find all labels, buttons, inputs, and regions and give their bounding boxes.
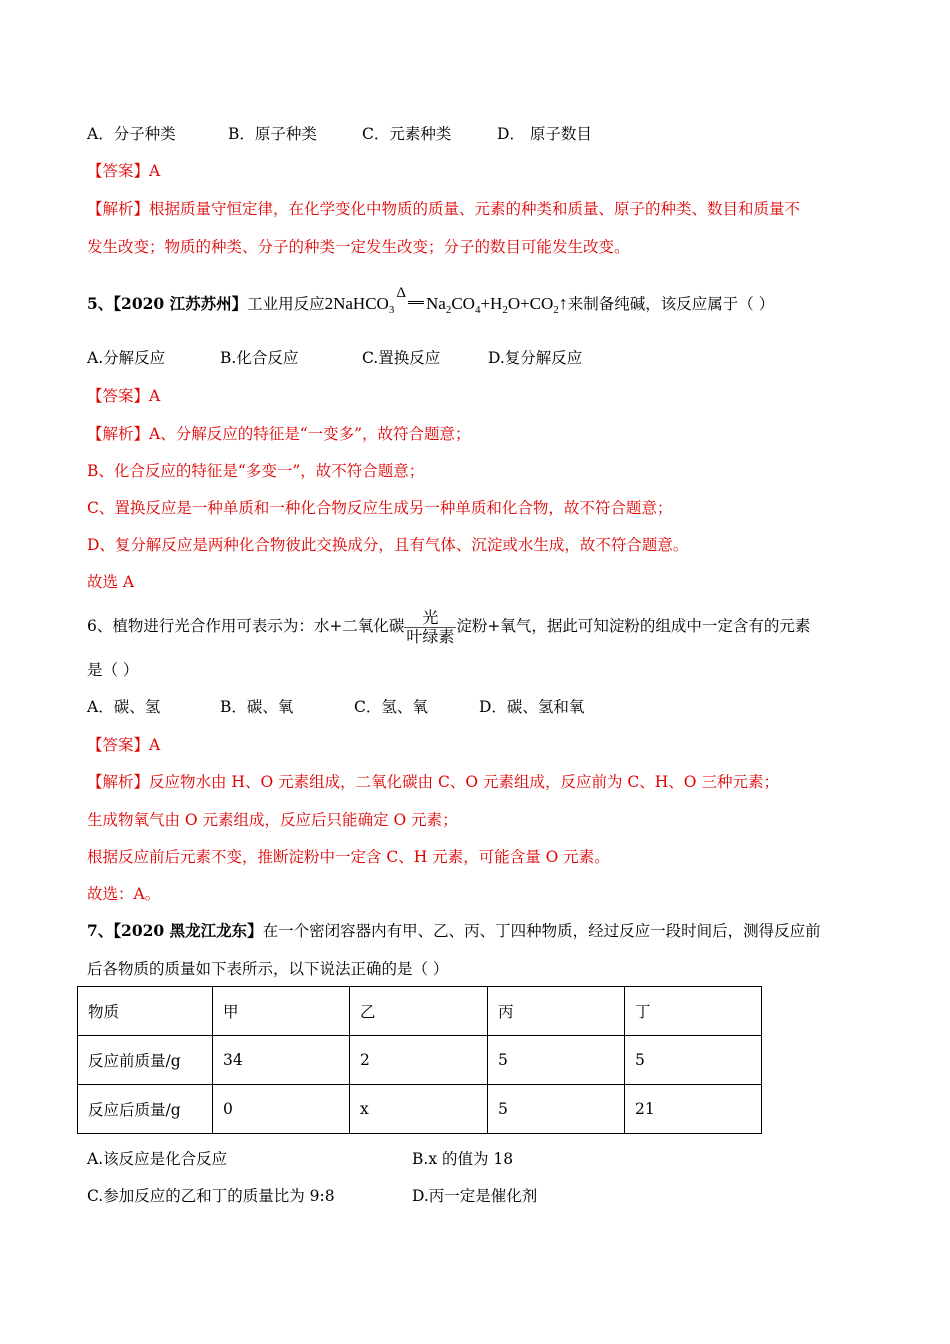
table-cell: 甲	[213, 987, 350, 1036]
q5-option-d: D.复分解反应	[488, 349, 583, 367]
eq-co: CO	[451, 294, 475, 313]
table-cell: 反应前质量/g	[78, 1036, 213, 1085]
eq-na: Na	[425, 294, 446, 313]
q7-stem-line-2: 后各物质的质量如下表所示，以下说法正确的是（ ）	[87, 960, 449, 978]
q7-option-a: A.该反应是化合反应	[87, 1150, 228, 1168]
q6-option-d: D．碳、氢和氧	[479, 698, 585, 716]
q4-options	[87, 124, 592, 144]
table-cell: 5	[625, 1036, 762, 1085]
q5-option-a: A.分解反应	[87, 349, 166, 367]
q6-stem-post: 淀粉+氧气，据此可知淀粉的组成中一定含有的元素	[456, 617, 811, 635]
q5-option-b: B.化合反应	[220, 349, 299, 367]
table-row	[78, 1036, 762, 1085]
table-cell: 乙	[350, 987, 488, 1036]
table-cell: 34	[213, 1036, 350, 1085]
reaction-condition	[404, 609, 456, 646]
table-row	[78, 1085, 762, 1134]
q6-analysis-line-1: 【解析】反应物水由 H、O 元素组成，二氧化碳由 C、O 元素组成，反应前为 C、H、O 三种元素；	[87, 773, 779, 791]
table-row	[78, 987, 762, 1036]
q5-options	[87, 348, 582, 368]
q5-analysis-line-3: C、置换反应是一种单质和一种化合物反应生成另一种单质和化合物，故不符合题意；	[87, 499, 673, 517]
eq-co-sub: 4	[474, 304, 481, 316]
condition-chlorophyll: 叶绿素	[406, 626, 455, 646]
eq-h2o-pre: +H	[480, 294, 503, 313]
up-arrow-icon: ↑	[558, 293, 568, 313]
q6-options	[87, 697, 584, 717]
q5-source: 【2020 江苏苏州】	[113, 294, 248, 313]
q4-answer: 【答案】A	[87, 162, 161, 180]
q7-option-d: D.丙一定是催化剂	[412, 1187, 538, 1205]
q6-analysis-line-2: 生成物氧气由 O 元素组成，反应后只能确定 O 元素；	[87, 811, 458, 829]
q5-stem-pre: 工业用反应	[247, 295, 325, 313]
table-cell: 2	[350, 1036, 488, 1085]
q5-analysis-line-1: 【解析】A、分解反应的特征是“一变多”，故符合题意；	[87, 425, 471, 443]
eq-co2-sub: 2	[553, 304, 559, 316]
table-cell: 5	[488, 1085, 625, 1134]
q7-options-row-2	[87, 1186, 537, 1206]
eq-lhs-sub: 3	[388, 304, 395, 316]
mass-table	[77, 986, 762, 1134]
q5-equation	[324, 285, 568, 316]
q6-analysis-line-3: 根据反应前后元素不变，推断淀粉中一定含 C、H 元素，可能含量 O 元素。	[87, 848, 610, 866]
table-cell: 0	[213, 1085, 350, 1134]
q5-conclusion: 故选 A	[87, 573, 135, 591]
q7-option-c: C.参加反应的乙和丁的质量比为 9:8	[87, 1187, 335, 1205]
q6-stem	[87, 604, 810, 648]
condition-light: 光	[404, 609, 456, 628]
q5-analysis-line-4: D、复分解反应是两种化合物彼此交换成分，且有气体、沉淀或水生成，故不符合题意。	[87, 536, 689, 554]
q5-option-c: C.置换反应	[362, 349, 441, 367]
q4-option-d: D． 原子数目	[497, 125, 592, 143]
q7-stem-line-1	[87, 921, 821, 941]
eq-h2o-post: O+CO	[507, 294, 554, 313]
table-cell: 反应后质量/g	[78, 1085, 213, 1134]
q5-number: 5、	[87, 294, 114, 313]
heat-delta-icon: Δ	[396, 285, 406, 301]
table-cell: 5	[488, 1036, 625, 1085]
table-cell: 丁	[625, 987, 762, 1036]
q6-stem-pre: 6、植物进行光合作用可表示为：水+二氧化碳	[87, 617, 405, 635]
q5-stem-post: 来制备纯碱，该反应属于（ ）	[567, 295, 775, 313]
q7-stem-text: 在一个密闭容器内有甲、乙、丙、丁四种物质，经过反应一段时间后，测得反应前	[262, 922, 821, 940]
q5-stem	[87, 285, 775, 318]
eq-na-sub: 2	[445, 304, 452, 316]
q7-number: 7、	[87, 921, 114, 940]
q4-analysis-line-1: 【解析】根据质量守恒定律，在化学变化中物质的质量、元素的种类和质量、原子的种类、数目和质量不	[87, 200, 801, 218]
q5-answer: 【答案】A	[87, 387, 161, 405]
q4-analysis-line-2: 发生改变；物质的种类、分子的种类一定发生改变；分子的数目可能发生改变。	[87, 238, 630, 256]
q6-stem-line-2: 是（ ）	[87, 661, 139, 679]
table-cell: 21	[625, 1085, 762, 1134]
q6-option-a: A．碳、氢	[87, 698, 161, 716]
table-cell: 丙	[488, 987, 625, 1036]
q6-option-b: B．碳、氧	[220, 698, 294, 716]
equals-sign-icon	[408, 300, 424, 305]
q7-option-b: B.x 的值为 18	[412, 1150, 514, 1168]
eq-h2o-sub: 2	[502, 304, 508, 316]
q5-analysis-line-2: B、化合反应的特征是“多变一”，故不符合题意；	[87, 462, 425, 480]
q7-source: 【2020 黑龙江龙东】	[113, 921, 263, 940]
q6-option-c: C．氢、氧	[354, 698, 428, 716]
q4-option-b: B．原子种类	[228, 125, 317, 143]
q6-answer: 【答案】A	[87, 736, 161, 754]
q7-options-row-1	[87, 1149, 513, 1169]
table-cell: x	[350, 1085, 488, 1134]
table-cell: 物质	[78, 987, 213, 1036]
q4-option-a: A．分子种类	[87, 125, 176, 143]
q4-option-c: C．元素种类	[362, 125, 452, 143]
eq-lhs: 2NaHCO	[324, 294, 389, 313]
q6-conclusion: 故选：A。	[87, 885, 161, 903]
